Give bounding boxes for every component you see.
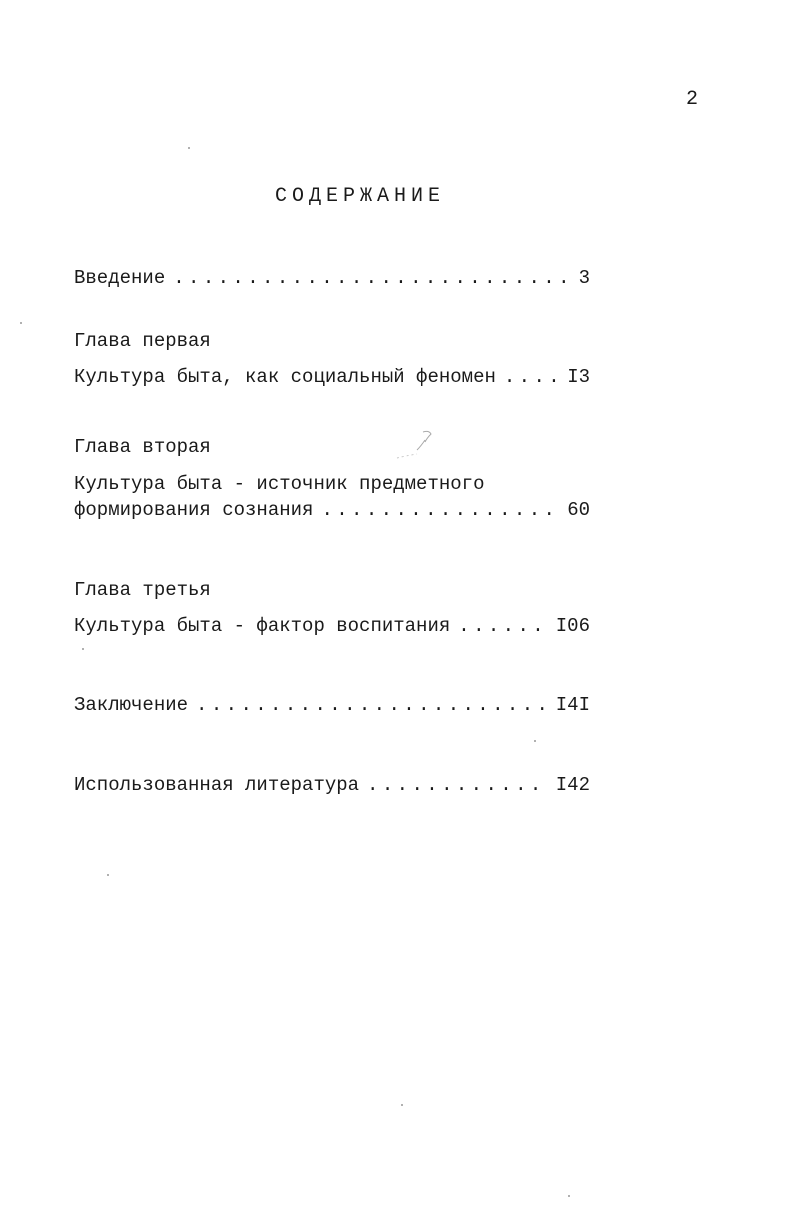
dot-leader: [458, 613, 548, 639]
pen-mark: [395, 428, 443, 462]
toc-entry-text: Культура быта - фактор воспитания: [74, 615, 451, 637]
toc-entry-chapter-2: [74, 497, 590, 523]
toc-entry-text: формирования сознания: [74, 499, 314, 521]
toc-entry-intro: [74, 265, 590, 291]
toc-entry-chapter-3: [74, 613, 590, 639]
toc-entry-text: Заключение: [74, 694, 189, 716]
toc-entry-text: Использованная литература: [74, 774, 360, 796]
dot-leader: [321, 497, 559, 523]
chapter-heading-1: Глава первая: [74, 330, 211, 352]
dot-leader: [173, 265, 570, 291]
chapter-heading-3: Глава третья: [74, 579, 211, 601]
page-title: СОДЕРЖАНИЕ: [274, 185, 446, 208]
dot-leader: [367, 772, 548, 798]
toc-entry-conclusion: [74, 692, 590, 718]
scan-speck: [568, 1195, 570, 1197]
dot-leader: [504, 364, 559, 390]
scan-speck: [107, 874, 109, 876]
scan-speck: [82, 648, 84, 650]
toc-entry-text: Культура быта, как социальный феномен: [74, 366, 496, 388]
scan-speck: [20, 322, 22, 324]
toc-entry-page: I42: [555, 774, 590, 796]
toc-entry-page: 3: [578, 267, 590, 289]
dot-leader: [196, 692, 548, 718]
toc-entry-page: I06: [555, 615, 590, 637]
toc-entry-page: 60: [567, 499, 590, 521]
scan-speck: [401, 1104, 403, 1106]
toc-entry-text: Введение: [74, 267, 166, 289]
toc-entry-references: [74, 772, 590, 798]
chapter-heading-2: Глава вторая: [74, 436, 211, 458]
toc-entry-page: I3: [567, 366, 590, 388]
page-number: 2: [686, 88, 699, 111]
scan-speck: [188, 147, 190, 149]
scan-speck: [534, 740, 536, 742]
toc-entry-chapter-2-line1: Культура быта - источник предметного: [74, 473, 485, 495]
toc-entry-chapter-1: [74, 364, 590, 390]
toc-entry-page: I4I: [555, 694, 590, 716]
